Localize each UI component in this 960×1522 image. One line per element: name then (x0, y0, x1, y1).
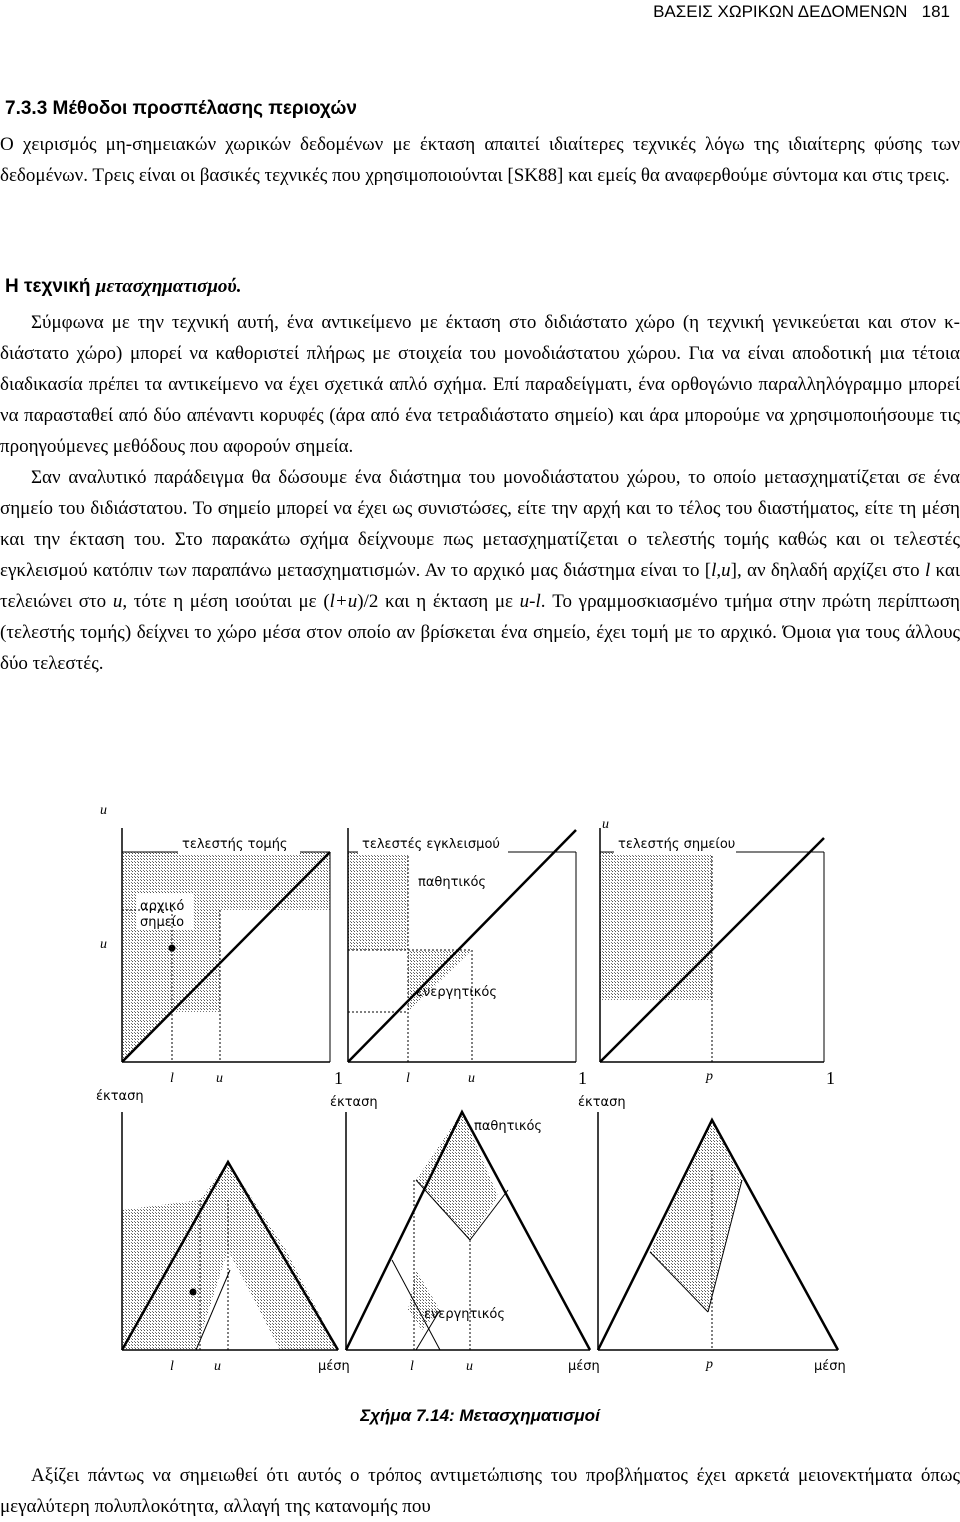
axis-label-mid: μέση (568, 1359, 600, 1374)
axis-label-extent: έκταση (96, 1089, 144, 1104)
tick-l: l (406, 1071, 410, 1086)
figure-caption: Σχήμα 7.14: Μετασχηματισμοί (360, 1406, 600, 1425)
axis-label-extent: έκταση (578, 1095, 626, 1110)
p2-var-l-2: l (924, 560, 931, 581)
body-paragraphs (0, 307, 960, 679)
axis-label-extent: έκταση (330, 1095, 378, 1110)
tick-p: p (706, 1357, 713, 1372)
closing-text: Αξίζει πάντως να σημειωθεί ότι αυτός ο τρόπος αντιμετώπισης του προβλήματος έχει αρκετά μειονεκτήματα όπως μεγαλύτερη πολυπλοκότητα, αλλαγή της κατανομής που (0, 1465, 960, 1517)
subsection-title (5, 276, 241, 298)
passive-region (348, 852, 408, 950)
initial-point-marker (190, 1289, 197, 1296)
panel-intersection-top (100, 803, 343, 1088)
p2-var-ul: u-l (519, 591, 541, 612)
active-region (408, 950, 472, 1012)
p2-text-2: ], αν δηλαδή αρχίζει στο (730, 560, 925, 581)
axis-label-mid: μέση (814, 1359, 846, 1374)
tick-u: u (216, 1071, 223, 1086)
label-passive: παθητικός (474, 1119, 543, 1134)
page-number: 181 (921, 2, 950, 21)
p2-var-u: u (721, 560, 731, 581)
title-containment: τελεστές εγκλεισμού (362, 837, 500, 852)
subsection-title-italic: μετασχηματισμού. (95, 276, 242, 297)
p2-var-l: l (711, 560, 717, 581)
p2-text-4: , τότε η μέση ισούται με ( (122, 591, 330, 612)
paragraph-2 (0, 462, 960, 679)
initial-point-marker (169, 945, 176, 952)
label-initial-1: αρχικό (140, 899, 185, 914)
tick-u: u (214, 1359, 221, 1374)
axis-label-u-tick: u (100, 937, 107, 952)
label-active: ενεργητικός (424, 1307, 505, 1322)
label-passive: παθητικός (418, 875, 487, 890)
p2-comma: , (716, 560, 722, 581)
p2-var-u-2: u (112, 591, 123, 612)
axis-label-u: u (100, 803, 107, 818)
section-title: 7.3.3 Μέθοδοι προσπέλασης περιοχών (5, 98, 357, 119)
tick-l: l (410, 1359, 414, 1374)
tick-1: 1 (578, 1068, 587, 1088)
section-intro (0, 129, 960, 191)
title-intersection: τελεστής τομής (182, 837, 288, 852)
figure-transformations (0, 790, 960, 1390)
p2-text-3: και τελειώνει στο (0, 560, 960, 612)
panel-point-top (600, 817, 835, 1088)
panel-containment-top (348, 828, 587, 1088)
tick-l: l (170, 1071, 174, 1086)
paragraph-1: Σύμφωνα με την τεχνική αυτή, ένα αντικείμενο με έκταση στο διδιάστατο χώρο (η τεχνική γενικεύεται και στον κ-διάστατο χώρο) μπορεί να καθοριστεί πλήρως με στοιχεία του μονοδιάστατου χώρου. Για να είναι αποδοτική μια τέτοια διαδικασία πρέπει τα αντικείμενο να έχει σχετικά απλό σχήμα. Επί παραδείγματι, ένα ορθογώνιο παραλληλόγραμμο μπορεί να παρασταθεί από δύο απέναντι κορυφές (άρα από ένα τετραδιάστατο σημείο) και άρα μπορούμε να χρησιμοποιήσουμε τις προηγούμενες μεθόδους που αφορούν σημεία. (0, 312, 960, 457)
running-header (653, 2, 950, 22)
panel-point-bottom (578, 1095, 846, 1374)
closing-paragraph (0, 1460, 960, 1522)
subsection-title-bold: Η τεχνική (5, 276, 96, 297)
p2-text-6: . Το γραμμοσκιασμένο τμήμα στην πρώτη περίπτωση (τελεστής τομής) δείχνει το χώρο μέσα στον οποίο αν βρίσκεται ένα σημείο, έχει τομή με το αρχικό. Όμοια για τους άλλους δύο τελεστές. (0, 591, 960, 674)
p2-text-5: )/2 και η έκταση με (357, 591, 520, 612)
tick-u: u (468, 1071, 475, 1086)
tick-1: 1 (334, 1068, 343, 1088)
p2-text-1: Σαν αναλυτικό παράδειγμα θα δώσουμε ένα διάστημα του μονοδιάστατου χώρου, το οποίο μετασχηματίζεται σε ένα σημείο του διδιάστατου. Το σημείο μπορεί να έχει ως συνιστώσες, είτε την αρχή και το τέλος του διαστήματος, είτε τη μέση και την έκταση του. Στο παρακάτω σχήμα δείχνουμε πως μετασχηματίζεται ο τελεστής τομής καθώς και οι τελεστές εγκλεισμού κατόπιν των παραπάνω μετασχηματισμών. Αν το αρχικό μας διάστημα είναι το [ (0, 467, 960, 581)
panel-intersection-bottom (96, 1089, 350, 1374)
axis-label-mid: μέση (318, 1359, 350, 1374)
tick-p: p (706, 1069, 713, 1084)
intro-paragraph: Ο χειρισμός μη-σημειακών χωρικών δεδομένων με έκταση απαιτεί ιδιαίτερες τεχνικές λόγω της ιδιαίτερης φύσης των δεδομένων. Τρεις είναι οι βασικές τεχνικές που χρησιμοποιούνται [SK88] και εμείς θα αναφερθούμε σύντομα και στις τρεις. (0, 134, 960, 186)
running-title: ΒΑΣΕΙΣ ΧΩΡΙΚΩΝ ΔΕΔΟΜΕΝΩΝ (653, 2, 908, 21)
axis-label-u: u (602, 817, 609, 832)
title-point: τελεστής σημείου (618, 837, 736, 852)
p2-var-lu: l+u (329, 591, 358, 612)
tick-l: l (170, 1359, 174, 1374)
point-region (600, 852, 712, 1000)
intersection-region-lower (122, 1200, 228, 1350)
panel-containment-bottom (330, 1095, 600, 1374)
tick-u: u (466, 1359, 473, 1374)
tick-1: 1 (826, 1068, 835, 1088)
label-active: ενεργητικός (416, 985, 497, 1000)
label-initial-2: σημείο (140, 915, 185, 930)
